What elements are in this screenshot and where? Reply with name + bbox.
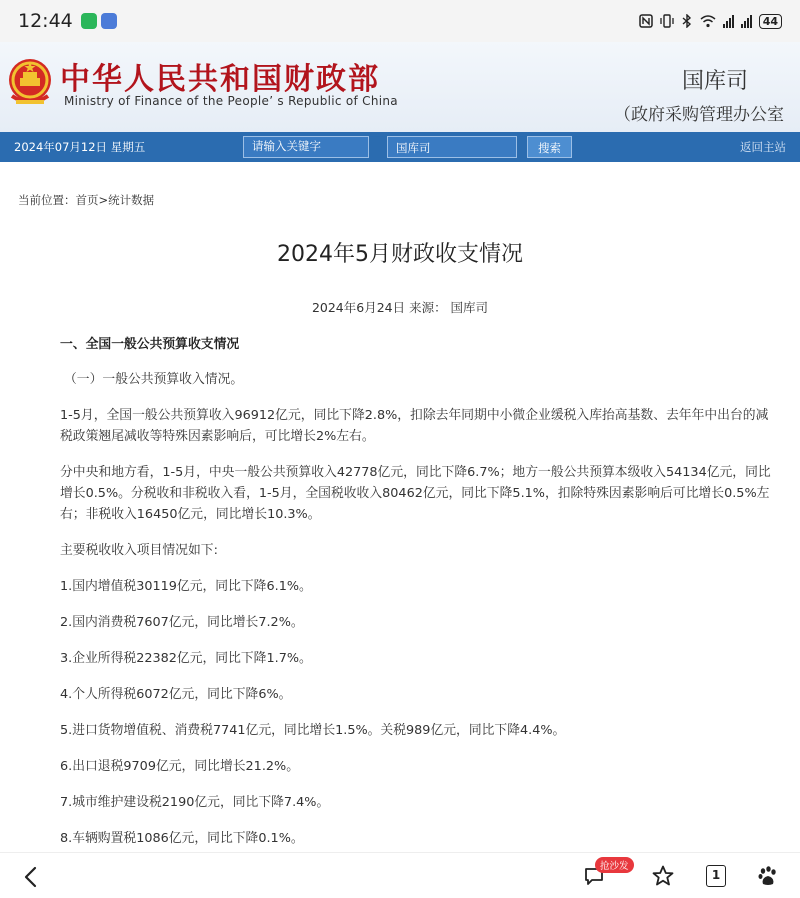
list-item: 1.国内增值税30119亿元，同比下降6.1%。	[60, 579, 312, 594]
signal-icon	[723, 14, 734, 28]
article-paragraph: 1-5月，全国一般公共预算收入96912亿元，同比下降2.8%，扣除去年同期中小微企业缓税入库抬高基数、去年年中出台的减税政策翘尾减收等特殊因素影响后，可比增长2%左右。	[60, 408, 769, 444]
signal-icon	[741, 14, 752, 28]
national-emblem-icon	[6, 56, 54, 108]
list-item: 7.城市维护建设税2190亿元，同比下降7.4%。	[60, 795, 330, 810]
breadcrumb-current-link[interactable]: 统计数据	[108, 193, 155, 207]
article-paragraph: 分中央和地方看，1-5月，中央一般公共预算收入42778亿元，同比下降6.7%；地方一般公共预算本级收入54134亿元，同比增长0.5%。分税收和非税收入看，1-5月，全国税收收入80462亿元，同比下降5.1%，扣除特殊因素影响后可比增长0.5%左右；非税收入16450亿元，同比增长10.3%。	[60, 465, 771, 522]
breadcrumb-separator: >	[98, 193, 109, 207]
tab-count-button[interactable]: 1	[706, 865, 726, 887]
breadcrumb-prefix: 当前位置：	[18, 193, 76, 207]
article-meta: 2024年6月24日 来源： 国库司	[311, 300, 489, 315]
return-home-link[interactable]: 返回主站	[740, 140, 786, 154]
article-body	[60, 334, 772, 864]
browser-toolbar	[0, 852, 800, 898]
section-heading: 一、全国一般公共预算收支情况	[60, 337, 240, 352]
star-icon[interactable]	[651, 864, 675, 888]
vibrate-icon	[660, 14, 674, 28]
nfc-icon	[639, 14, 653, 28]
current-date: 2024年07月12日 星期五	[14, 140, 146, 154]
article-paragraph: 主要税收收入项目情况如下:	[60, 543, 218, 558]
battery-icon: 44	[759, 14, 782, 29]
status-bar	[0, 0, 800, 42]
baidu-paw-icon[interactable]	[756, 864, 780, 888]
list-item: 3.企业所得税22382亿元，同比下降1.7%。	[60, 651, 312, 666]
site-title: 中华人民共和国财政部	[60, 62, 380, 97]
wifi-icon	[700, 14, 716, 28]
nav-bar	[0, 132, 800, 162]
site-subtitle-en: Ministry of Finance of the People’ s Republic of China	[64, 94, 398, 108]
search-button[interactable]: 搜索	[527, 136, 572, 158]
list-item: 8.车辆购置税1086亿元，同比下降0.1%。	[60, 831, 304, 846]
status-icons	[639, 14, 782, 29]
breadcrumb-home-link[interactable]: 首页	[75, 193, 99, 207]
search-scope-select[interactable]: 国库司	[387, 136, 517, 158]
article-title: 2024年5月财政收支情况	[277, 242, 523, 267]
search-input[interactable]	[243, 136, 369, 158]
list-item: 5.进口货物增值税、消费税7741亿元，同比增长1.5%。关税989亿元，同比下降4.4%。	[60, 723, 566, 738]
app-icon	[101, 13, 117, 29]
status-time: 12:44	[18, 10, 73, 32]
list-item: 2.国内消费税7607亿元，同比增长7.2%。	[60, 615, 304, 630]
department-subtitle: （政府采购管理办公室	[614, 105, 784, 125]
breadcrumb	[18, 192, 154, 208]
comment-badge: 抢沙发	[595, 857, 634, 873]
subsection-heading: （一）一般公共预算收入情况。	[64, 372, 244, 387]
list-item: 6.出口退税9709亿元，同比增长21.2%。	[60, 759, 299, 774]
back-arrow-icon[interactable]	[20, 865, 44, 889]
list-item: 4.个人所得税6072亿元，同比下降6%。	[60, 687, 292, 702]
bluetooth-icon	[681, 14, 693, 28]
site-header	[0, 42, 800, 132]
department-name: 国库司	[681, 69, 748, 94]
wechat-icon	[81, 13, 97, 29]
